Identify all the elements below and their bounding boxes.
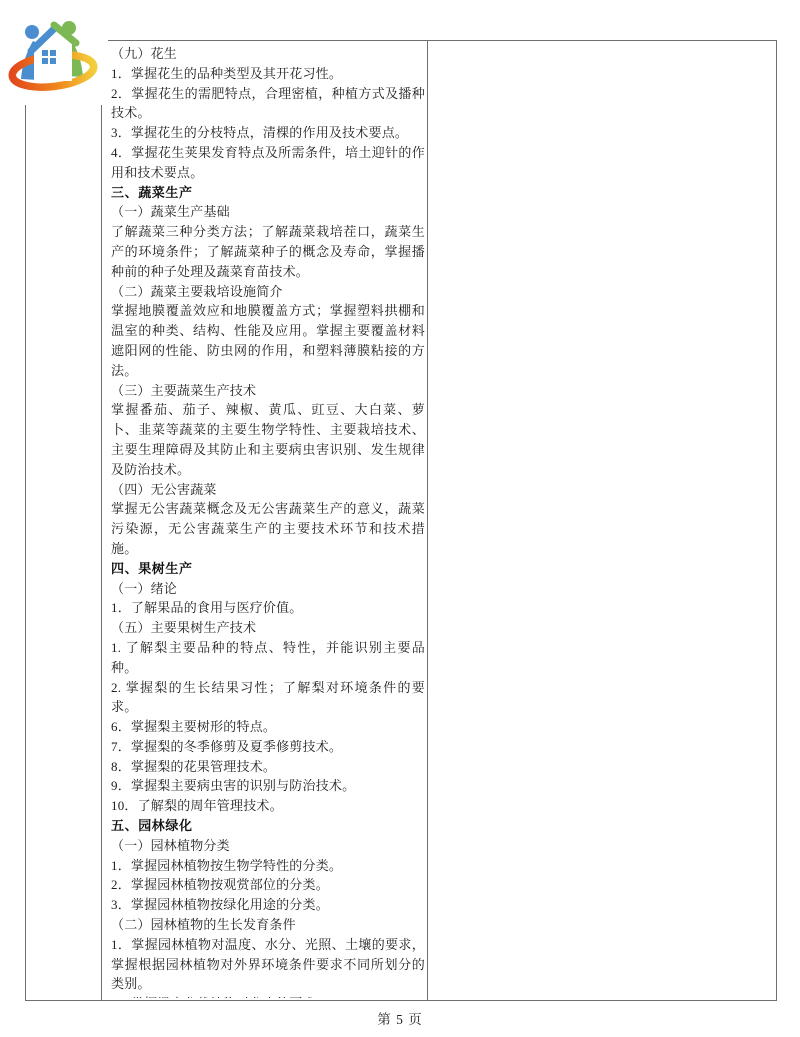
content-paragraph: （一）园林植物分类 — [111, 837, 230, 853]
content-paragraph: 3．掌握花生的分枝特点，清棵的作用及技术要点。 — [111, 125, 409, 141]
section-heading: 三、蔬菜生产 — [111, 184, 193, 200]
content-paragraph: 了解蔬菜三种分类方法；了解蔬菜栽培茬口，蔬菜生产的环境条件；了解蔬菜种子的概念及寿命，掌握播种前的种子处理及蔬菜育苗技术。 — [111, 224, 425, 279]
content-paragraph: （二）园林植物的生长发育条件 — [111, 917, 296, 933]
section-heading: 四、果树生产 — [111, 560, 193, 576]
content-paragraph: 掌握地膜覆盖效应和地膜覆盖方式；掌握塑料拱棚和温室的种类、结构、性能及应用。掌握主要覆盖材料遮阳网的性能、防虫网的作用，和塑料薄膜粘接的方法。 — [111, 303, 425, 378]
content-paragraph: 3．掌握园林植物按绿化用途的分类。 — [111, 897, 329, 913]
content-paragraph: 1. 了解梨主要品种的特点、特性，并能识别主要品种。 — [111, 639, 425, 675]
content-paragraph: 7．掌握梨的冬季修剪及夏季修剪技术。 — [111, 738, 343, 754]
content-paragraph: 1．了解果品的食用与医疗价值。 — [111, 600, 303, 616]
syllabus-table — [25, 40, 777, 1001]
content-paragraph: 掌握番茄、茄子、辣椒、黄瓜、豇豆、大白菜、萝卜、韭菜等蔬菜的主要生物学特性、主要栽培技术、主要生理障碍及其防止和主要病虫害识别、发生规律及防治技术。 — [111, 402, 425, 477]
content-paragraph: 1．掌握园林植物按生物学特性的分类。 — [111, 857, 343, 873]
section-heading: 五、园林绿化 — [111, 818, 193, 834]
table-cell-content — [102, 42, 427, 998]
content-paragraph: 2．掌握园林植物按观赏部位的分类。 — [111, 877, 329, 893]
table-cell-right — [428, 41, 776, 1000]
content-paragraph: 4．掌握花生荚果发育特点及所需条件，培土迎针的作用和技术要点。 — [111, 144, 425, 180]
content-paragraph: （三）主要蔬菜生产技术 — [111, 382, 257, 398]
content-paragraph: （四）无公害蔬菜 — [111, 481, 217, 497]
content-paragraph: 10．了解梨的周年管理技术。 — [111, 798, 283, 814]
content-paragraph: 2. 掌握梨的生长结果习性；了解梨对环境条件的要求。 — [111, 679, 425, 715]
content-paragraph: （五）主要果树生产技术 — [111, 620, 257, 636]
content-paragraph: 6．掌握梨主要树形的特点。 — [111, 719, 277, 735]
content-paragraph: （一）蔬菜生产基础 — [111, 204, 230, 220]
content-paragraph: （九）花生 — [111, 46, 178, 61]
content-paragraph: 1．掌握花生的品种类型及其开花习性。 — [111, 65, 343, 81]
table-cell-left — [26, 41, 101, 1000]
content-paragraph: （二）蔬菜主要栽培设施简介 — [111, 283, 283, 299]
house-people-logo-icon — [8, 10, 108, 105]
content-paragraph: 8．掌握梨的花果管理技术。 — [111, 758, 277, 774]
content-paragraph: 9．掌握梨主要病虫害的识别与防治技术。 — [111, 778, 356, 794]
content-paragraph: 2．掌握花生的需肥特点，合理密植，种植方式及播种技术。 — [111, 85, 425, 121]
content-paragraph: 掌握无公害蔬菜概念及无公害蔬菜生产的意义，蔬菜污染源，无公害蔬菜生产的主要技术环节和技术措施。 — [111, 501, 425, 556]
house-people-logo — [8, 10, 108, 105]
page-number: 第 5 页 — [377, 1012, 423, 1027]
content-paragraph — [111, 994, 425, 998]
content-paragraph: 1．掌握园林植物对温度、水分、光照、土壤的要求，掌握根据园林植物对外界环境条件要求不同所划分的类别。 — [111, 936, 425, 992]
content-paragraph: （一）绪论 — [111, 580, 178, 596]
